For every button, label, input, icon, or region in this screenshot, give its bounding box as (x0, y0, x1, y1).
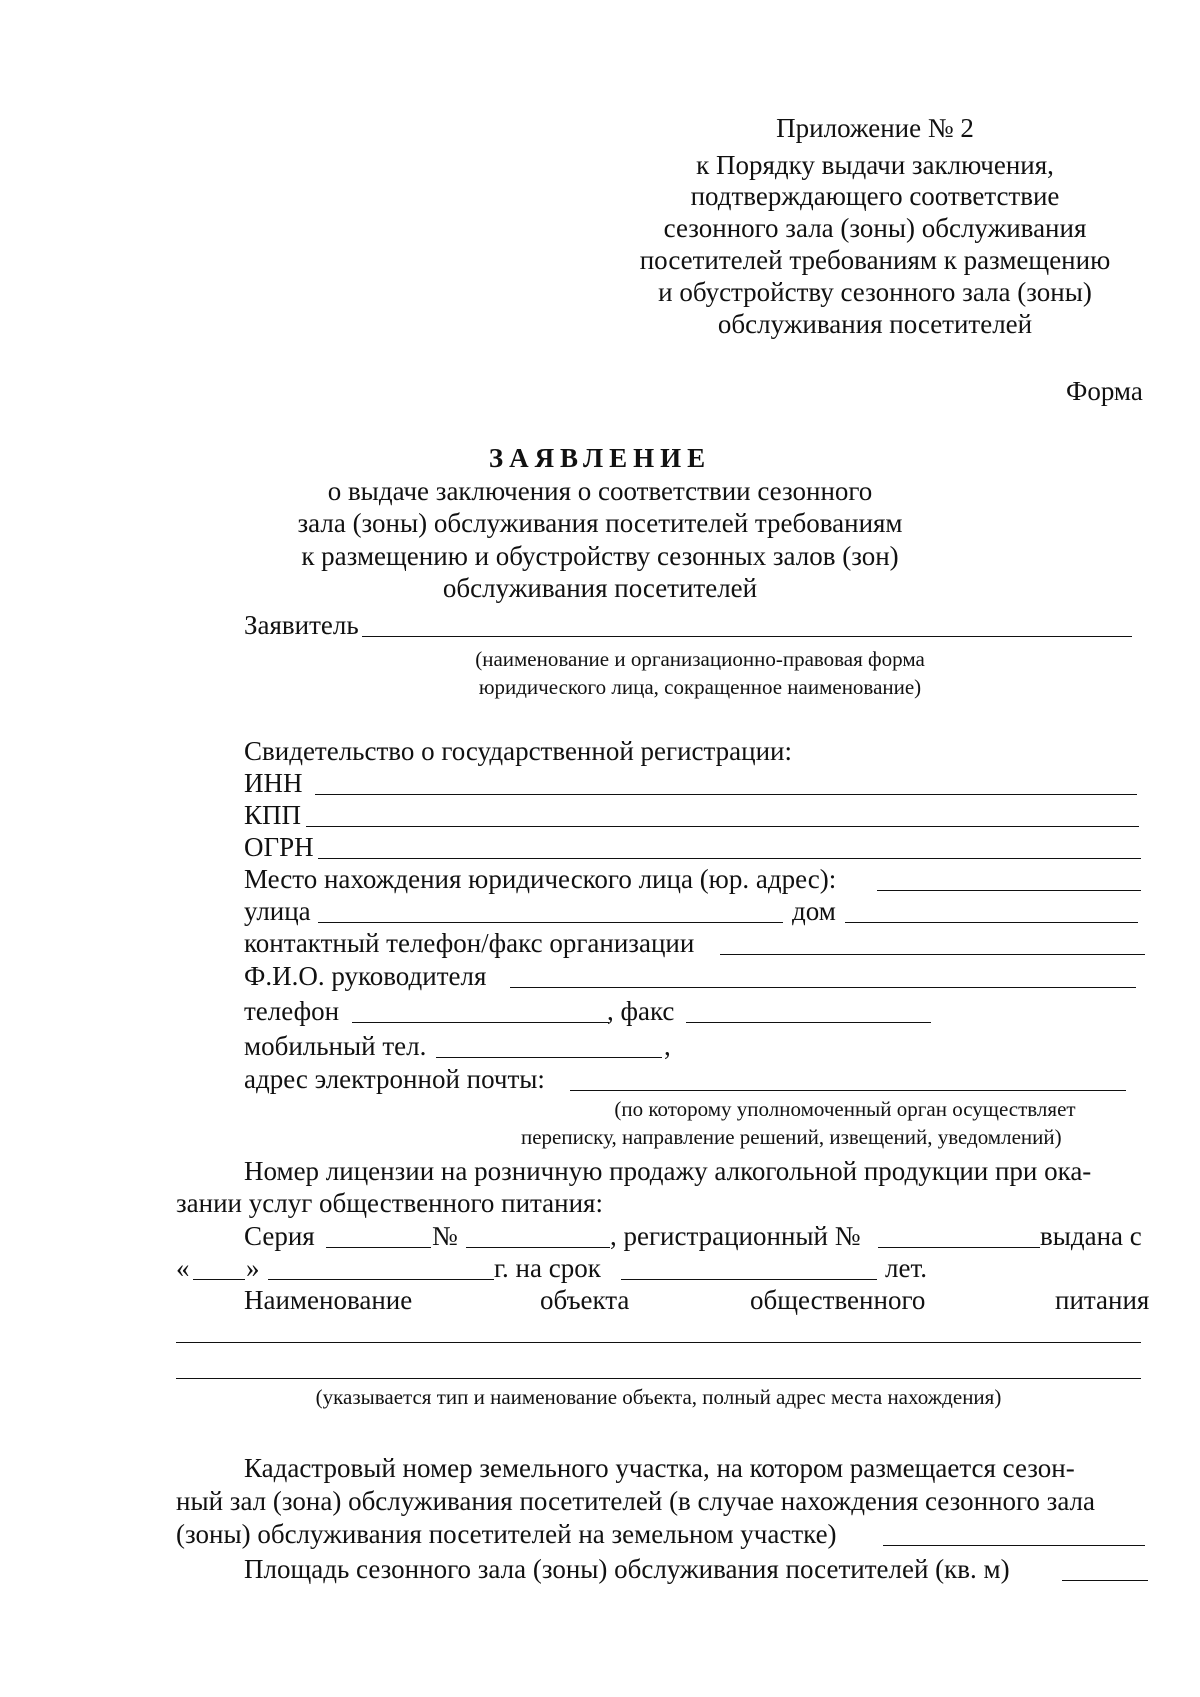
street-label: улица (244, 896, 311, 926)
contact-phone-label: контактный телефон/факс организации (244, 928, 695, 958)
director-label: Ф.И.О. руководителя (244, 961, 487, 991)
form-label: Форма (1066, 376, 1143, 406)
applicant-hint-1: (наименование и организационно-правовая форма (475, 647, 925, 671)
director-field[interactable] (510, 987, 1136, 988)
license-line-2: зании услуг общественного питания: (176, 1188, 603, 1218)
series-field[interactable] (326, 1247, 431, 1248)
year-term-label: г. на срок (494, 1253, 601, 1283)
quote-open: « (176, 1253, 190, 1283)
obj-word-3: общественного (750, 1285, 926, 1315)
subtitle-line-4: обслуживания посетителей (442, 573, 758, 603)
cadastral-field[interactable] (883, 1545, 1145, 1546)
years-label: лет. (885, 1253, 927, 1283)
object-field-2[interactable] (176, 1378, 1141, 1379)
house-label: дом (792, 896, 836, 926)
inn-field[interactable] (315, 794, 1137, 795)
applicant-label: Заявитель (244, 610, 359, 640)
applicant-field[interactable] (362, 636, 1132, 637)
contact-phone-field[interactable] (720, 954, 1145, 955)
page-title: ЗАЯВЛЕНИЕ (488, 443, 712, 473)
issued-label: выдана с (1040, 1221, 1142, 1251)
mobile-comma: , (664, 1031, 671, 1061)
term-field[interactable] (621, 1279, 877, 1280)
email-label: адрес электронной почты: (244, 1064, 545, 1094)
fax-label: , факс (607, 996, 675, 1026)
number-field[interactable] (466, 1247, 610, 1248)
license-line-1: Номер лицензии на розничную продажу алкогольной продукции при ока- (244, 1156, 1092, 1186)
obj-word-2: объекта (540, 1285, 630, 1315)
reg-number-label: , регистрационный № (610, 1221, 861, 1251)
obj-word-4: питания (1055, 1285, 1150, 1315)
subtitle-line-3: к размещению и обустройству сезонных залов (зон) (301, 541, 899, 571)
appendix-line-3: подтверждающего соответствие (690, 181, 1060, 211)
cadastral-line-1: Кадастровый номер земельного участка, на котором размещается сезон- (244, 1453, 1075, 1483)
appendix-line-4: сезонного зала (зоны) обслуживания (663, 213, 1087, 243)
house-field[interactable] (845, 922, 1138, 923)
kpp-label: КПП (244, 800, 302, 830)
applicant-hint-2: юридического лица, сокращенное наименование) (478, 675, 922, 699)
appendix-line-2: к Порядку выдачи заключения, (696, 150, 1054, 180)
area-label: Площадь сезонного зала (зоны) обслуживания посетителей (кв. м) (244, 1554, 1010, 1584)
location-label: Место нахождения юридического лица (юр. адрес): (244, 864, 837, 894)
phone-label: телефон (244, 996, 340, 1026)
quote-close: » (246, 1253, 260, 1283)
reg-number-field[interactable] (878, 1247, 1040, 1248)
obj-word-1: Наименование (244, 1285, 413, 1315)
email-hint-1: (по которому уполномоченный орган осуществляет (614, 1097, 1076, 1121)
mobile-field[interactable] (436, 1057, 662, 1058)
ogrn-label: ОГРН (244, 832, 314, 862)
ogrn-field[interactable] (318, 858, 1141, 859)
inn-label: ИНН (244, 768, 303, 798)
cadastral-line-3: (зоны) обслуживания посетителей на земельном участке) (176, 1519, 837, 1549)
number-label: № (432, 1221, 458, 1251)
object-hint: (указывается тип и наименование объекта, полный адрес места нахождения) (315, 1385, 1002, 1409)
cadastral-line-2: ный зал (зона) обслуживания посетителей (в случае нахождения сезонного зала (176, 1486, 1096, 1516)
appendix-line-1: Приложение № 2 (776, 113, 974, 143)
series-label: Серия (244, 1221, 315, 1251)
subtitle-line-2: зала (зоны) обслуживания посетителей требованиям (297, 508, 903, 538)
street-field[interactable] (318, 922, 783, 923)
registration-header: Свидетельство о государственной регистрации: (244, 736, 792, 766)
month-year-field[interactable] (268, 1279, 494, 1280)
subtitle-line-1: о выдаче заключения о соответствии сезонного (327, 476, 873, 506)
location-field[interactable] (877, 890, 1141, 891)
appendix-line-6: и обустройству сезонного зала (зоны) (658, 277, 1092, 307)
fax-field[interactable] (686, 1022, 931, 1023)
phone-field[interactable] (352, 1022, 609, 1023)
day-field[interactable] (193, 1279, 245, 1280)
mobile-label: мобильный тел. (244, 1031, 427, 1061)
appendix-line-7: обслуживания посетителей (717, 309, 1033, 339)
object-field-1[interactable] (176, 1342, 1141, 1343)
email-hint-2: переписку, направление решений, извещений, уведомлений) (521, 1125, 1062, 1149)
kpp-field[interactable] (306, 826, 1139, 827)
email-field[interactable] (570, 1090, 1126, 1091)
appendix-line-5: посетителей требованиям к размещению (639, 245, 1111, 275)
area-field[interactable] (1062, 1580, 1148, 1581)
